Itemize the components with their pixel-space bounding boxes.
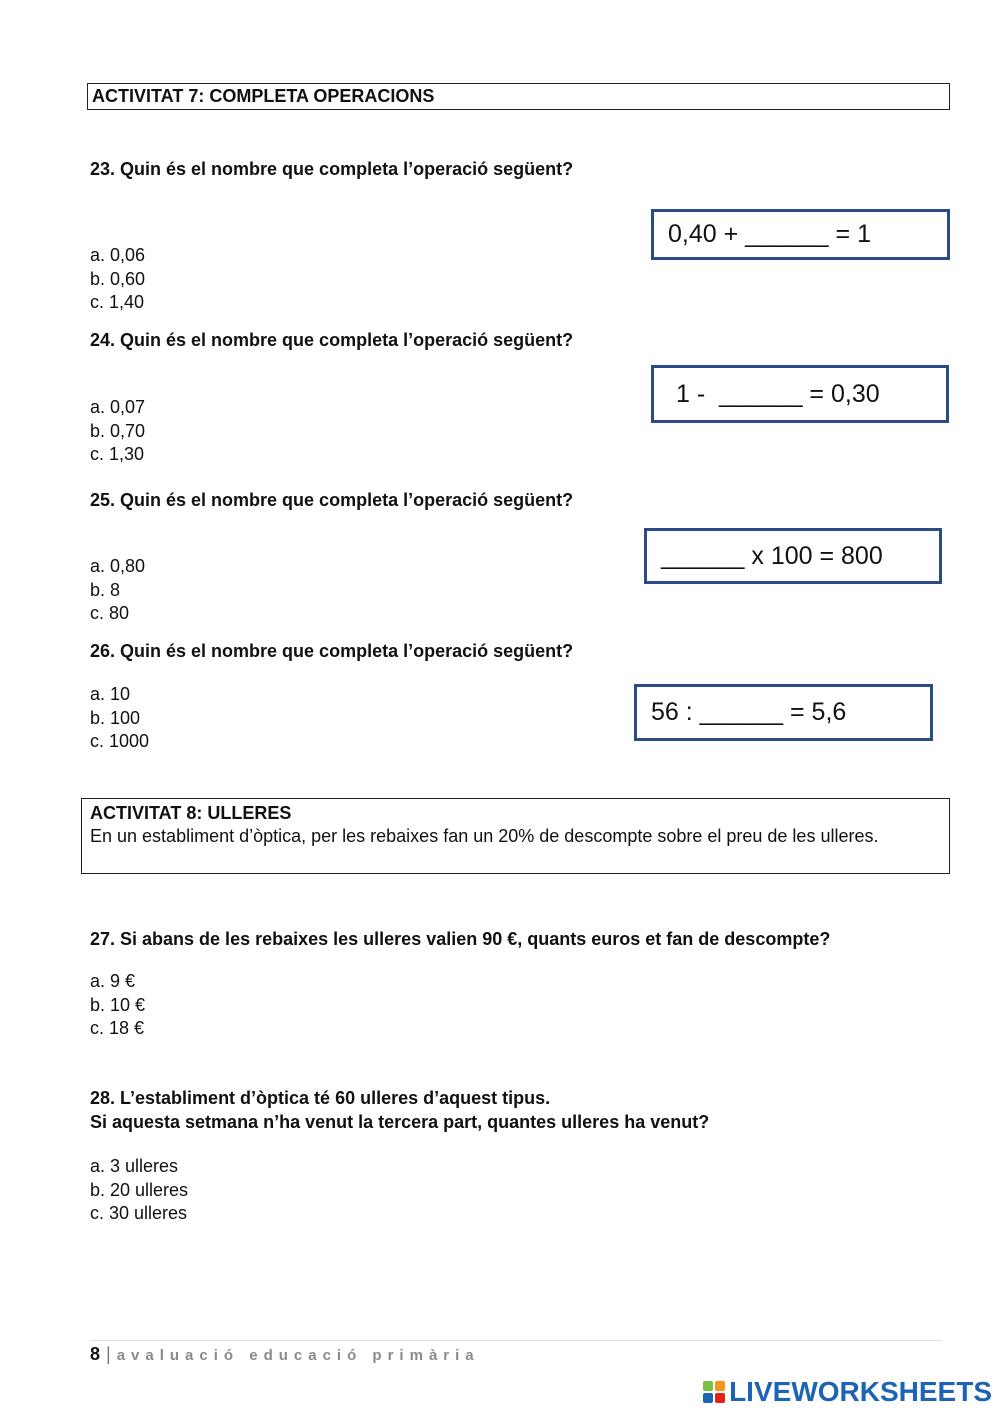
liveworksheets-logo-icon [703,1381,725,1403]
question-24-option-b[interactable]: b. 0,70 [90,420,146,441]
question-28-option-a[interactable]: a. 3 ulleres [90,1156,179,1176]
question-27-option-b[interactable]: b. 10 € [90,994,146,1015]
question-25-options [90,555,145,626]
question-28-option-b[interactable]: b. 20 ulleres [90,1179,189,1200]
activity-7-header [87,83,950,110]
question-25-option-a[interactable]: a. 0,80 [90,556,146,576]
question-24-title: 24. Quin és el nombre que completa l’operació següent? [90,330,574,350]
question-23-options [90,244,145,315]
question-28-title [90,1086,709,1134]
question-27-options [90,970,145,1041]
question-23-option-c[interactable]: c. 1,40 [90,292,145,312]
question-25-operation: ______ x 100 = 800 [661,541,883,570]
question-27-title: 27. Si abans de les rebaixes les ulleres valien 90 €, quants euros et fan de descompte? [90,929,831,949]
question-24-operation: 1 - ______ = 0,30 [676,379,880,408]
question-23-operation: 0,40 + ______ = 1 [668,220,871,248]
activity-8-title: ACTIVITAT 8: ULLERES [90,803,292,823]
question-26-operation-box [634,684,933,741]
question-24-operation-box [651,365,949,423]
activity-7-title: ACTIVITAT 7: COMPLETA OPERACIONS [92,86,435,106]
question-23-operation-box [651,209,950,260]
question-26-title: 26. Quin és el nombre que completa l’operació següent? [90,641,574,661]
brand-name: LIVEWORKSHEETS [729,1376,992,1407]
question-28-title-line-1: 28. L’establiment d’òptica té 60 ulleres d’aquest tipus. [90,1088,551,1108]
activity-8-text: En un establiment d’òptica, per les rebaixes fan un 20% de descompte sobre el preu de les ulleres. [90,826,879,846]
question-27-option-c[interactable]: c. 18 € [90,1018,145,1038]
question-25-option-c[interactable]: c. 80 [90,603,130,623]
liveworksheets-brand [703,1376,992,1408]
question-25-title: 25. Quin és el nombre que completa l’operació següent? [90,490,574,510]
footer-separator: | [106,1344,111,1364]
footer-divider [90,1340,942,1341]
question-28-title-line-2: Si aquesta setmana n’ha venut la tercera part, quantes ulleres ha venut? [90,1112,710,1132]
question-24-option-a[interactable]: a. 0,07 [90,397,146,417]
question-28-option-c[interactable]: c. 30 ulleres [90,1203,188,1223]
question-24-option-c[interactable]: c. 1,30 [90,444,145,464]
question-26-option-b[interactable]: b. 100 [90,707,141,728]
question-27-option-a[interactable]: a. 9 € [90,971,136,991]
question-26-option-a[interactable]: a. 10 [90,684,131,704]
question-23-title: 23. Quin és el nombre que completa l’operació següent? [90,159,574,179]
question-25-operation-box [644,528,942,584]
footer-subtitle: avaluació educació primària [116,1347,480,1364]
activity-8-box [81,798,950,874]
page-number: 8 [90,1344,101,1364]
question-28-options [90,1155,188,1226]
question-24-options [90,396,145,467]
question-23-option-a[interactable]: a. 0,06 [90,245,146,265]
question-25-option-b[interactable]: b. 8 [90,579,121,600]
question-26-options [90,683,149,754]
page-footer [90,1344,480,1365]
question-26-option-c[interactable]: c. 1000 [90,731,150,751]
question-26-operation: 56 : ______ = 5,6 [651,698,847,726]
question-23-option-b[interactable]: b. 0,60 [90,268,146,289]
